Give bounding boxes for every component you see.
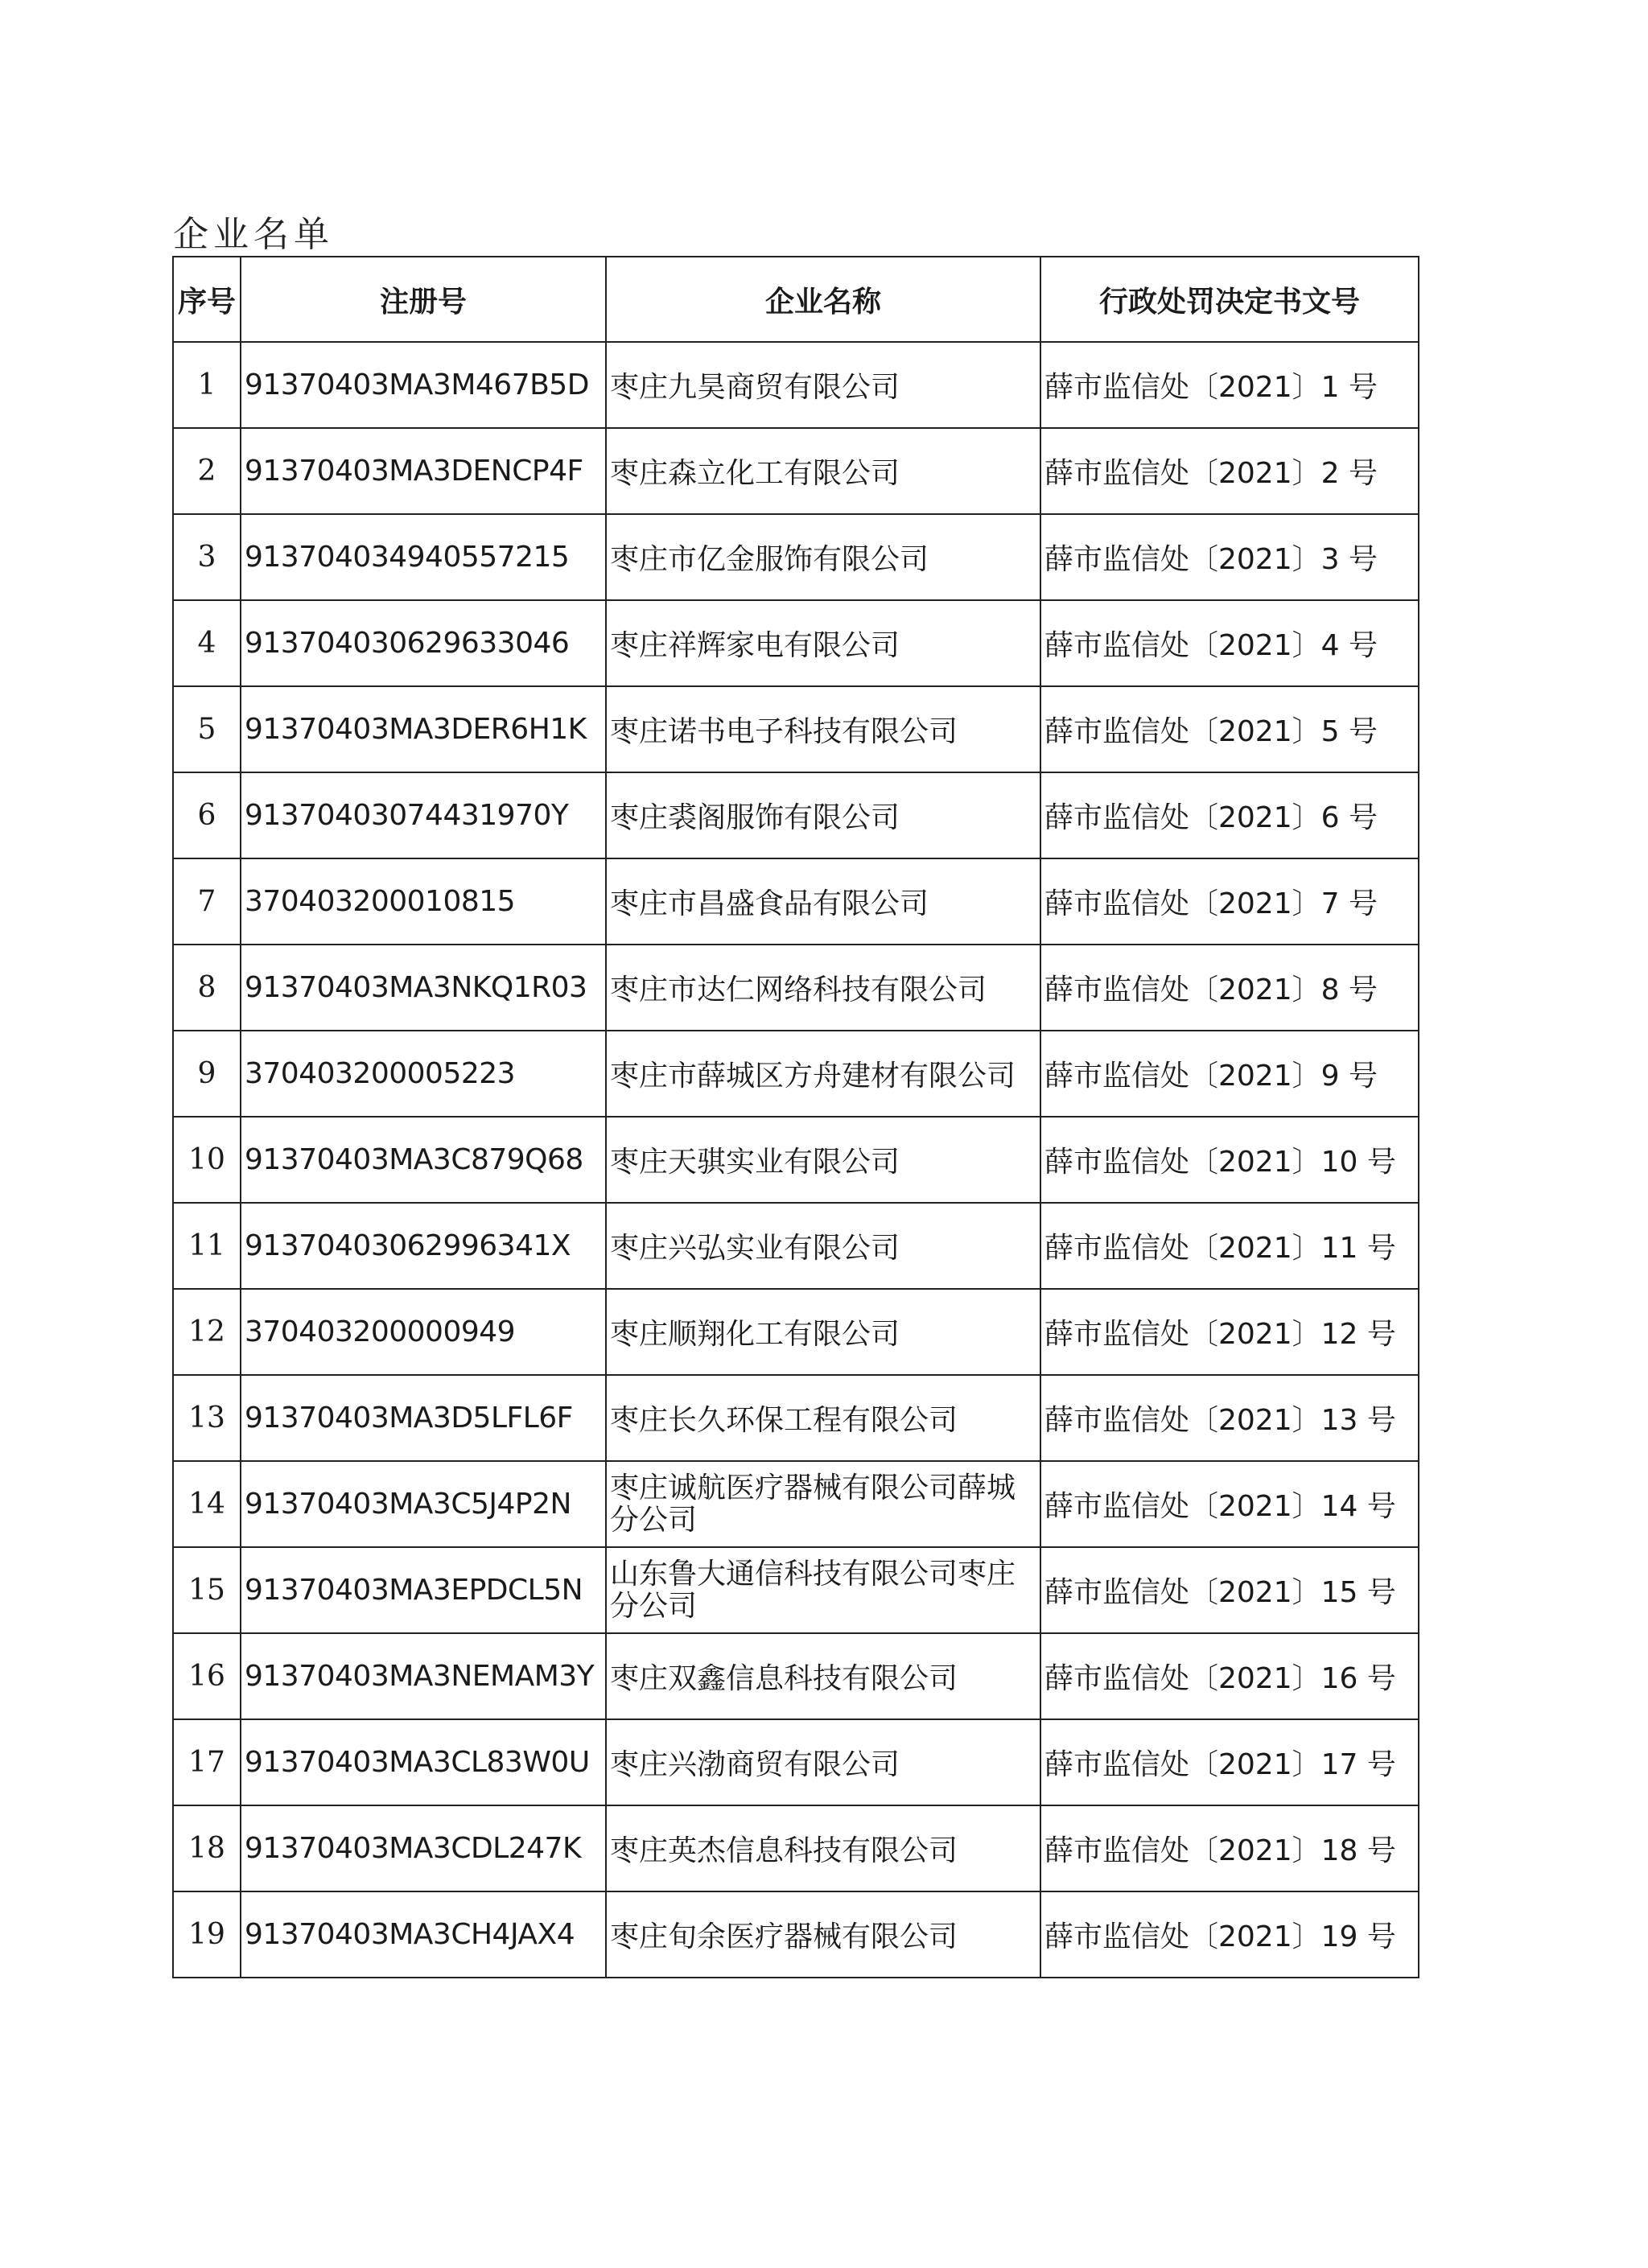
table-row: [173, 428, 1419, 514]
row-index: 8: [173, 945, 241, 1031]
row-penalty-document-number: 薛市监信处〔2021〕7 号: [1040, 858, 1419, 945]
table-row: [173, 772, 1419, 858]
row-enterprise-name: 枣庄兴渤商贸有限公司: [606, 1719, 1040, 1805]
row-registration-number: 91370403MA3NEMAM3Y: [241, 1633, 606, 1719]
table-row: [173, 1633, 1419, 1719]
header-penalty-document-number: 行政处罚决定书文号: [1040, 257, 1419, 342]
row-enterprise-name: 枣庄祥辉家电有限公司: [606, 600, 1040, 686]
row-index: 6: [173, 772, 241, 858]
page-title: 企业名单: [173, 214, 334, 255]
row-registration-number: 91370403074431970Y: [241, 772, 606, 858]
row-enterprise-name: 山东鲁大通信科技有限公司枣庄分公司: [606, 1547, 1040, 1633]
header-enterprise-name: 企业名称: [606, 257, 1040, 342]
row-index: 17: [173, 1719, 241, 1805]
row-enterprise-name: 枣庄市亿金服饰有限公司: [606, 514, 1040, 600]
table-row: [173, 342, 1419, 428]
row-enterprise-name: 枣庄旬余医疗器械有限公司: [606, 1891, 1040, 1978]
row-index: 4: [173, 600, 241, 686]
row-enterprise-name: 枣庄市昌盛食品有限公司: [606, 858, 1040, 945]
row-registration-number: 91370403MA3CDL247K: [241, 1805, 606, 1891]
table-row: [173, 1031, 1419, 1117]
row-enterprise-name: 枣庄裘阁服饰有限公司: [606, 772, 1040, 858]
row-registration-number: 370403200005223: [241, 1031, 606, 1117]
table-row: [173, 1117, 1419, 1203]
row-index: 19: [173, 1891, 241, 1978]
row-index: 12: [173, 1289, 241, 1375]
row-penalty-document-number: 薛市监信处〔2021〕9 号: [1040, 1031, 1419, 1117]
row-enterprise-name: 枣庄市薛城区方舟建材有限公司: [606, 1031, 1040, 1117]
row-index: 11: [173, 1203, 241, 1289]
table-header-row: [173, 257, 1419, 342]
row-registration-number: 91370403MA3CL83W0U: [241, 1719, 606, 1805]
row-registration-number: 370403200000949: [241, 1289, 606, 1375]
row-enterprise-name: 枣庄森立化工有限公司: [606, 428, 1040, 514]
row-penalty-document-number: 薛市监信处〔2021〕8 号: [1040, 945, 1419, 1031]
row-registration-number: 91370403MA3D5LFL6F: [241, 1375, 606, 1461]
row-enterprise-name: 枣庄市达仁网络科技有限公司: [606, 945, 1040, 1031]
row-penalty-document-number: 薛市监信处〔2021〕6 号: [1040, 772, 1419, 858]
row-registration-number: 91370403MA3DER6H1K: [241, 686, 606, 772]
row-enterprise-name: 枣庄九昊商贸有限公司: [606, 342, 1040, 428]
row-index: 2: [173, 428, 241, 514]
row-penalty-document-number: 薛市监信处〔2021〕10 号: [1040, 1117, 1419, 1203]
row-registration-number: 91370403MA3DENCP4F: [241, 428, 606, 514]
row-enterprise-name: 枣庄英杰信息科技有限公司: [606, 1805, 1040, 1891]
table-row: [173, 686, 1419, 772]
row-registration-number: 91370403MA3NKQ1R03: [241, 945, 606, 1031]
table-row: [173, 1891, 1419, 1978]
row-penalty-document-number: 薛市监信处〔2021〕11 号: [1040, 1203, 1419, 1289]
table-row: [173, 1375, 1419, 1461]
row-enterprise-name: 枣庄双鑫信息科技有限公司: [606, 1633, 1040, 1719]
table-row: [173, 858, 1419, 945]
row-penalty-document-number: 薛市监信处〔2021〕3 号: [1040, 514, 1419, 600]
header-registration-number: 注册号: [241, 257, 606, 342]
table-row: [173, 514, 1419, 600]
table-row: [173, 945, 1419, 1031]
row-penalty-document-number: 薛市监信处〔2021〕18 号: [1040, 1805, 1419, 1891]
row-registration-number: 913704034940557215: [241, 514, 606, 600]
row-registration-number: 91370403MA3EPDCL5N: [241, 1547, 606, 1633]
row-index: 1: [173, 342, 241, 428]
row-index: 16: [173, 1633, 241, 1719]
table-row: [173, 1289, 1419, 1375]
row-enterprise-name: 枣庄诚航医疗器械有限公司薛城分公司: [606, 1461, 1040, 1547]
row-registration-number: 370403200010815: [241, 858, 606, 945]
row-enterprise-name: 枣庄兴弘实业有限公司: [606, 1203, 1040, 1289]
row-penalty-document-number: 薛市监信处〔2021〕15 号: [1040, 1547, 1419, 1633]
row-index: 13: [173, 1375, 241, 1461]
row-registration-number: 913704030629633046: [241, 600, 606, 686]
row-penalty-document-number: 薛市监信处〔2021〕17 号: [1040, 1719, 1419, 1805]
row-registration-number: 91370403MA3C5J4P2N: [241, 1461, 606, 1547]
table-row: [173, 1805, 1419, 1891]
row-penalty-document-number: 薛市监信处〔2021〕13 号: [1040, 1375, 1419, 1461]
header-index: 序号: [173, 257, 241, 342]
row-index: 7: [173, 858, 241, 945]
table-row: [173, 1461, 1419, 1547]
row-registration-number: 91370403062996341X: [241, 1203, 606, 1289]
row-index: 15: [173, 1547, 241, 1633]
table-row: [173, 1547, 1419, 1633]
row-index: 10: [173, 1117, 241, 1203]
row-penalty-document-number: 薛市监信处〔2021〕2 号: [1040, 428, 1419, 514]
table-row: [173, 1719, 1419, 1805]
table-row: [173, 1203, 1419, 1289]
row-index: 5: [173, 686, 241, 772]
row-registration-number: 91370403MA3CH4JAX4: [241, 1891, 606, 1978]
row-registration-number: 91370403MA3M467B5D: [241, 342, 606, 428]
row-index: 18: [173, 1805, 241, 1891]
row-penalty-document-number: 薛市监信处〔2021〕16 号: [1040, 1633, 1419, 1719]
row-enterprise-name: 枣庄天骐实业有限公司: [606, 1117, 1040, 1203]
row-index: 9: [173, 1031, 241, 1117]
row-index: 3: [173, 514, 241, 600]
enterprise-table: [172, 256, 1419, 1978]
row-penalty-document-number: 薛市监信处〔2021〕4 号: [1040, 600, 1419, 686]
table-row: [173, 600, 1419, 686]
row-enterprise-name: 枣庄诺书电子科技有限公司: [606, 686, 1040, 772]
row-penalty-document-number: 薛市监信处〔2021〕14 号: [1040, 1461, 1419, 1547]
row-penalty-document-number: 薛市监信处〔2021〕1 号: [1040, 342, 1419, 428]
row-index: 14: [173, 1461, 241, 1547]
row-enterprise-name: 枣庄顺翔化工有限公司: [606, 1289, 1040, 1375]
row-penalty-document-number: 薛市监信处〔2021〕5 号: [1040, 686, 1419, 772]
row-enterprise-name: 枣庄长久环保工程有限公司: [606, 1375, 1040, 1461]
row-penalty-document-number: 薛市监信处〔2021〕12 号: [1040, 1289, 1419, 1375]
row-registration-number: 91370403MA3C879Q68: [241, 1117, 606, 1203]
row-penalty-document-number: 薛市监信处〔2021〕19 号: [1040, 1891, 1419, 1978]
